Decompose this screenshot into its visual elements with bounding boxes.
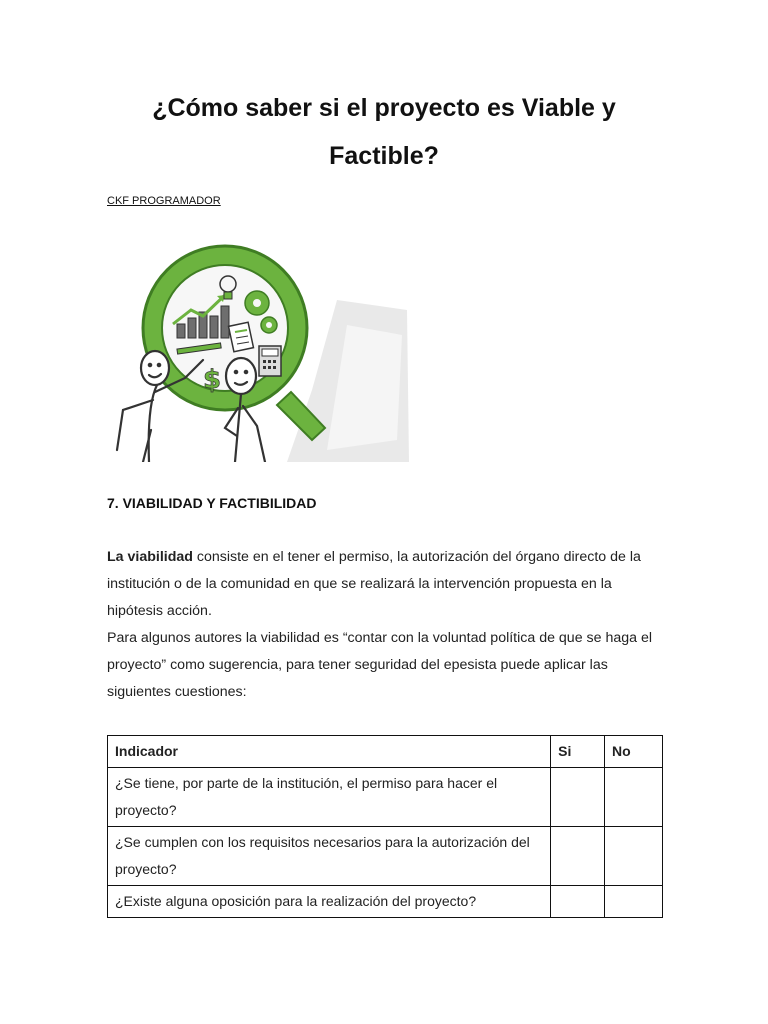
- header-si: Si: [551, 736, 605, 768]
- paragraph-text: consiste en el tener el permiso, la autorización del órgano directo de la institución o de la comunidad en que se realizará la intervención propuesta en la hipótesis acción.: [107, 549, 641, 619]
- section-heading: 7. VIABILIDAD Y FACTIBILIDAD: [107, 495, 317, 511]
- paragraph-viabilidad: [107, 544, 663, 625]
- indicator-cell: ¿Se cumplen con los requisitos necesarios para la autorización del proyecto?: [108, 827, 551, 886]
- no-cell[interactable]: [605, 768, 663, 827]
- si-cell[interactable]: [551, 768, 605, 827]
- dollar-icon: $: [203, 365, 222, 395]
- bold-term: La viabilidad: [107, 549, 193, 565]
- calculator-icon: [259, 346, 281, 376]
- si-cell[interactable]: [551, 886, 605, 918]
- indicator-cell: ¿Se tiene, por parte de la institución, el permiso para hacer el proyecto?: [108, 768, 551, 827]
- table-row: [108, 827, 663, 886]
- page-title: ¿Cómo saber si el proyecto es Viable y Factible?: [152, 94, 616, 170]
- body-text: [107, 544, 663, 706]
- table-header-row: [108, 736, 663, 768]
- author-link[interactable]: CKF PROGRAMADOR: [107, 195, 221, 207]
- header-indicador: Indicador: [108, 736, 551, 768]
- indicators-table: [107, 735, 663, 918]
- paragraph-autores: Para algunos autores la viabilidad es “contar con la voluntad política de que se haga el proyecto” como sugerencia, para tener seguridad del epesista puede aplicar las siguientes cuestiones:: [107, 630, 652, 700]
- table-row: [108, 886, 663, 918]
- si-cell[interactable]: [551, 827, 605, 886]
- no-cell[interactable]: [605, 827, 663, 886]
- indicator-cell: ¿Existe alguna oposición para la realización del proyecto?: [108, 886, 551, 918]
- table-row: [108, 768, 663, 827]
- header-no: No: [605, 736, 663, 768]
- magnifier-illustration: [107, 240, 409, 462]
- clipboard-icon: [229, 322, 254, 352]
- no-cell[interactable]: [605, 886, 663, 918]
